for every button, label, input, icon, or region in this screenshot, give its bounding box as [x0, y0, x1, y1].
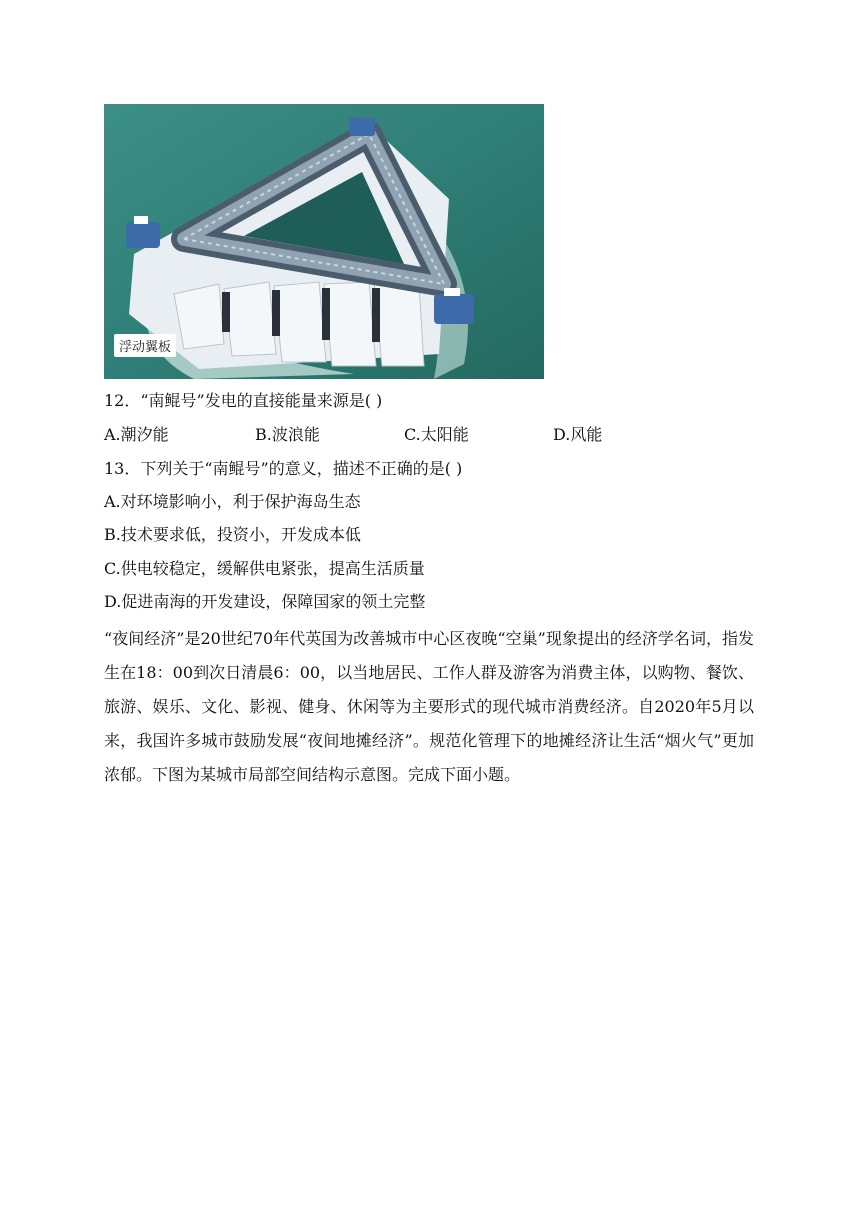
floating-flap-label: 浮动翼板 — [114, 334, 176, 357]
question-12-stem: 12．“南鲲号”发电的直接能量来源是( ) — [104, 391, 383, 410]
question-12-option-b: B.波浪能 — [255, 425, 320, 444]
question-12-option-d: D.风能 — [553, 425, 603, 444]
question-13-option-d: D.促进南海的开发建设，保障国家的领土完整 — [104, 592, 426, 611]
night-economy-passage: “夜间经济”是20世纪70年代英国为改善城市中心区夜晚“空巢”现象提出的经济学名词，指发生在18：00到次日清晨6：00，以当地居民、工作人群及游客为消费主体，以购物、餐饮、旅游、娱乐、文化、影视、健身、休闲等为主要形式的现代城市消费经济。自2020年5月以来，我国许多城市鼓励发展“夜间地摊经济”。规范化管理下的地摊经济让生活“烟火气”更加浓郁。下图为某城市局部空间结构示意图。完成下面小题。 — [104, 629, 754, 784]
question-12-option-a: A.潮汐能 — [104, 425, 169, 444]
question-13-option-b: B.技术要求低，投资小，开发成本低 — [104, 525, 361, 544]
question-13-option-c: C.供电较稳定，缓解供电紧张，提高生活质量 — [104, 559, 425, 578]
question-12-option-c: C.太阳能 — [404, 425, 469, 444]
wave-energy-platform-photo — [104, 104, 544, 379]
question-13-stem: 13．下列关于“南鲲号”的意义，描述不正确的是( ) — [104, 459, 463, 478]
question-13-option-a: A.对环境影响小，利于保护海岛生态 — [104, 492, 361, 511]
